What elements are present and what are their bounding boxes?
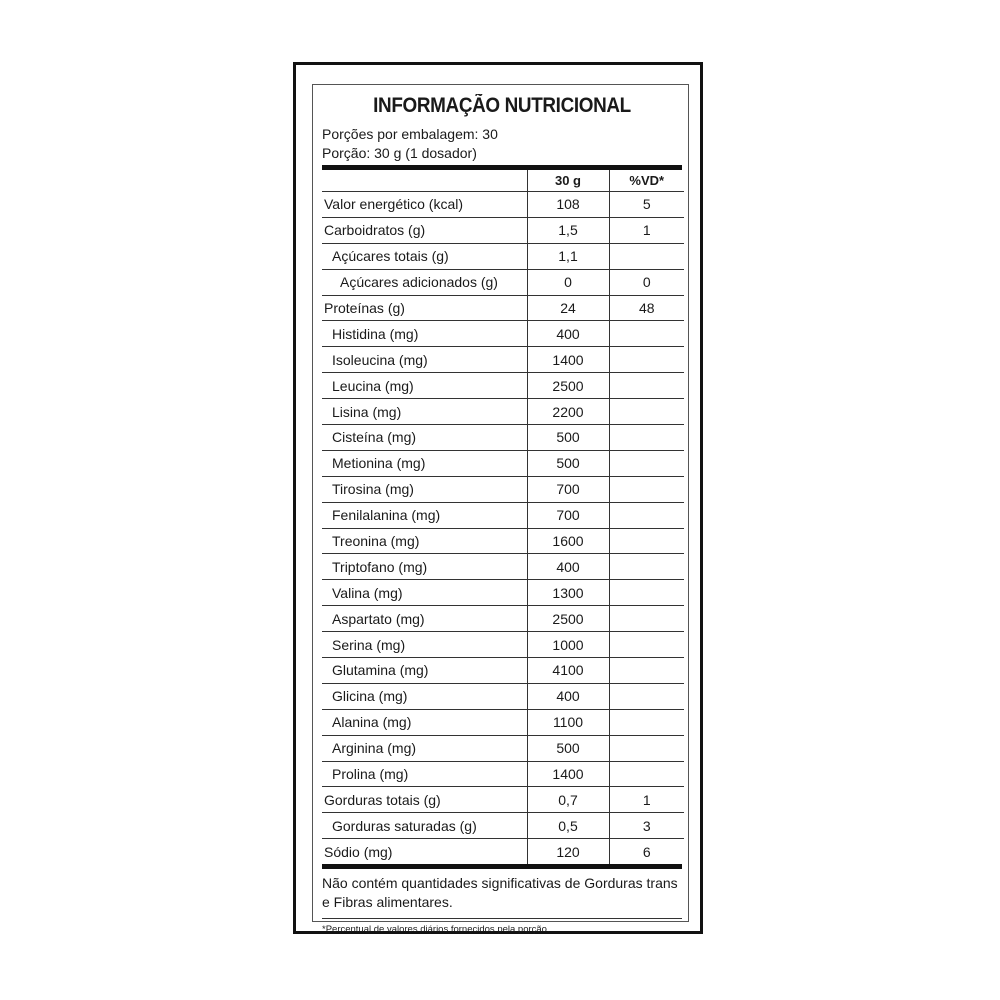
nutrient-dv: [609, 399, 684, 425]
table-row: [322, 425, 684, 451]
nutrient-label: Metionina (mg): [322, 450, 527, 476]
table-row: [322, 192, 684, 218]
nutrient-amount: 400: [527, 321, 609, 347]
nutrient-dv: 5: [609, 192, 684, 218]
nutrient-amount: 108: [527, 192, 609, 218]
nutrient-label: Tirosina (mg): [322, 476, 527, 502]
table-row: [322, 761, 684, 787]
nutrient-label: Treonina (mg): [322, 528, 527, 554]
nutrient-amount: 1400: [527, 347, 609, 373]
table-row: [322, 450, 684, 476]
table-row: [322, 735, 684, 761]
nutrient-label: Valor energético (kcal): [322, 192, 527, 218]
table-row: [322, 399, 684, 425]
nutrient-amount: 400: [527, 683, 609, 709]
nutrient-label: Isoleucina (mg): [322, 347, 527, 373]
nutrient-amount: 2500: [527, 373, 609, 399]
serving-size: Porção: 30 g (1 dosador): [322, 145, 477, 161]
nutrient-amount: 0,7: [527, 787, 609, 813]
nutrient-label: Carboidratos (g): [322, 217, 527, 243]
nutrient-dv: 48: [609, 295, 684, 321]
table-row: [322, 787, 684, 813]
nutrient-label: Leucina (mg): [322, 373, 527, 399]
nutrient-amount: 1000: [527, 632, 609, 658]
table-row: [322, 373, 684, 399]
footnote-divider: [322, 918, 682, 919]
nutrient-dv: [609, 528, 684, 554]
table-row: [322, 606, 684, 632]
nutrition-facts-panel: [312, 84, 689, 936]
table-header-row: [322, 170, 684, 192]
nutrient-dv: [609, 347, 684, 373]
nutrient-dv: [609, 450, 684, 476]
nutrient-dv: [609, 709, 684, 735]
nutrient-amount: 400: [527, 554, 609, 580]
nutrient-amount: 4100: [527, 658, 609, 684]
nutrient-label: Histidina (mg): [322, 321, 527, 347]
footnote-main: Não contém quantidades significativas de Gorduras trans e Fibras alimentares.: [322, 875, 678, 911]
table-row: [322, 321, 684, 347]
nutrient-label: Aspartato (mg): [322, 606, 527, 632]
table-row: [322, 709, 684, 735]
nutrient-amount: 1,1: [527, 243, 609, 269]
nutrient-amount: 0,5: [527, 813, 609, 839]
nutrient-label: Gorduras saturadas (g): [322, 813, 527, 839]
nutrient-dv: [609, 425, 684, 451]
table-row: [322, 813, 684, 839]
nutrient-dv: [609, 606, 684, 632]
nutrient-dv: [609, 632, 684, 658]
header-label-cell: [322, 170, 527, 192]
nutrient-label: Alanina (mg): [322, 709, 527, 735]
table-row: [322, 295, 684, 321]
table-row: [322, 580, 684, 606]
nutrient-dv: [609, 243, 684, 269]
nutrient-rows: [322, 192, 684, 865]
nutrient-amount: 0: [527, 269, 609, 295]
table-row: [322, 683, 684, 709]
footnote-dv: *Percentual de valores diários fornecidos pela porção.: [322, 924, 550, 936]
nutrient-amount: 500: [527, 425, 609, 451]
nutrient-label: Glutamina (mg): [322, 658, 527, 684]
table-row: [322, 243, 684, 269]
nutrient-amount: 2200: [527, 399, 609, 425]
nutrient-dv: [609, 554, 684, 580]
table-row: [322, 658, 684, 684]
servings-per-package: Porções por embalagem: 30: [322, 126, 498, 142]
nutrient-label: Proteínas (g): [322, 295, 527, 321]
nutrient-label: Arginina (mg): [322, 735, 527, 761]
nutrient-label: Triptofano (mg): [322, 554, 527, 580]
table-row: [322, 476, 684, 502]
nutrient-label: Prolina (mg): [322, 761, 527, 787]
nutrient-label: Fenilalanina (mg): [322, 502, 527, 528]
nutrient-dv: 1: [609, 217, 684, 243]
nutrient-amount: 700: [527, 502, 609, 528]
nutrient-amount: 500: [527, 450, 609, 476]
nutrient-dv: [609, 683, 684, 709]
nutrient-dv: [609, 580, 684, 606]
nutrient-dv: [609, 761, 684, 787]
nutrient-dv: 1: [609, 787, 684, 813]
nutrient-label: Lisina (mg): [322, 399, 527, 425]
nutrient-label: Valina (mg): [322, 580, 527, 606]
table-row: [322, 217, 684, 243]
nutrient-dv: [609, 321, 684, 347]
nutrient-amount: 1,5: [527, 217, 609, 243]
nutrient-label: Glicina (mg): [322, 683, 527, 709]
nutrient-amount: 1400: [527, 761, 609, 787]
nutrient-amount: 1600: [527, 528, 609, 554]
nutrient-dv: 0: [609, 269, 684, 295]
nutrient-dv: 6: [609, 839, 684, 864]
nutrient-label: Cisteína (mg): [322, 425, 527, 451]
nutrient-amount: 700: [527, 476, 609, 502]
nutrient-amount: 24: [527, 295, 609, 321]
nutrient-label: Açúcares totais (g): [322, 243, 527, 269]
table-row: [322, 554, 684, 580]
nutrient-label: Serina (mg): [322, 632, 527, 658]
nutrient-amount: 1100: [527, 709, 609, 735]
nutrient-label: Sódio (mg): [324, 843, 393, 860]
nutrient-amount: 1300: [527, 580, 609, 606]
nutrition-table: [322, 170, 684, 864]
bottom-thick-rule: [322, 864, 682, 869]
nutrient-dv: [609, 476, 684, 502]
nutrient-amount: 2500: [527, 606, 609, 632]
table-row: [322, 528, 684, 554]
nutrient-amount: 500: [527, 735, 609, 761]
nutrient-dv: [609, 658, 684, 684]
header-amount: 30 g: [527, 170, 609, 192]
table-row: [322, 632, 684, 658]
header-dv: %VD*: [609, 170, 684, 192]
nutrient-label: Gorduras totais (g): [322, 787, 527, 813]
nutrient-dv: [609, 502, 684, 528]
nutrition-title: INFORMAÇÃO NUTRICIONAL: [373, 94, 631, 117]
nutrient-dv: 3: [609, 813, 684, 839]
table-row: [322, 269, 684, 295]
table-row: [322, 502, 684, 528]
nutrient-label: Açúcares adicionados (g): [322, 269, 527, 295]
table-row: [322, 839, 684, 864]
nutrient-amount: 120: [527, 839, 609, 864]
nutrient-dv: [609, 735, 684, 761]
nutrient-dv: [609, 373, 684, 399]
table-row: [322, 347, 684, 373]
